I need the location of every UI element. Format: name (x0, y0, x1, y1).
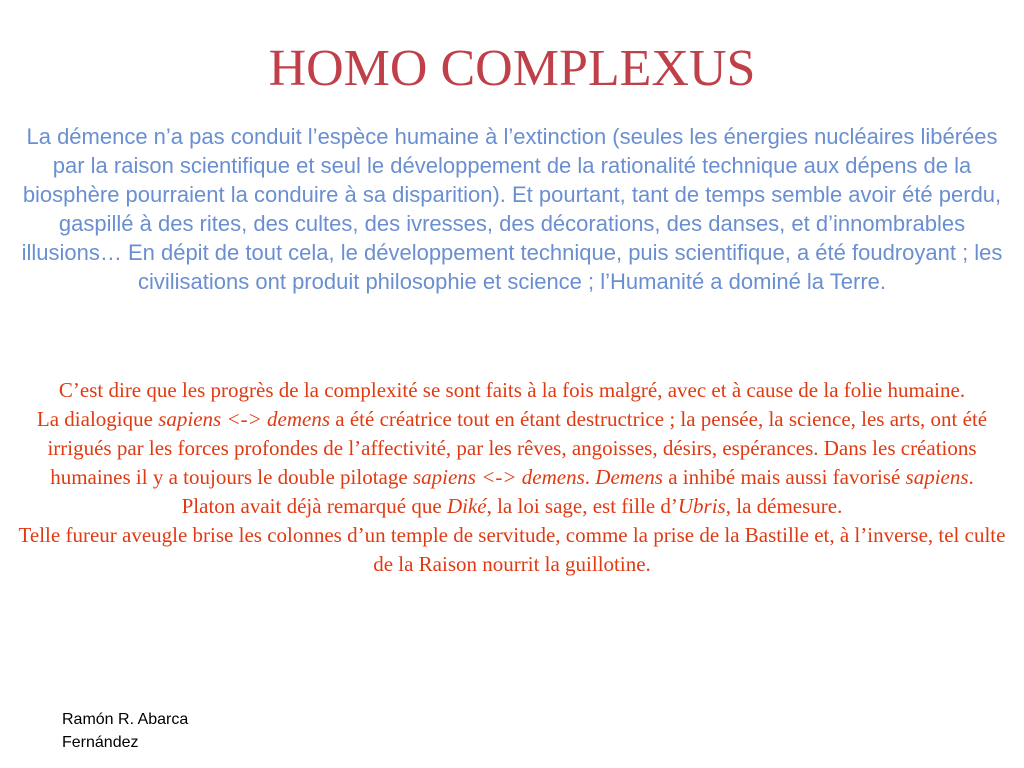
p2-italic-sapiens: sapiens (905, 465, 969, 489)
red-text-block (14, 376, 1010, 579)
p3-text-a: Platon avait déjà remarqué que (181, 494, 447, 518)
red-paragraph-4: Telle fureur aveugle brise les colonnes d’un temple de servitude, comme la prise de la Bastille et, à l’inverse, tel culte de la Raison nourrit la guillotine. (18, 523, 1006, 576)
author-line-2: Fernández (62, 734, 139, 751)
author-credit (62, 708, 188, 754)
red-paragraph-1: C’est dire que les progrès de la complexité se sont faits à la fois malgré, avec et à cause de la folie humaine. (58, 378, 966, 402)
p2-text-a: La dialogique (36, 407, 159, 431)
p2-text-e: . (584, 465, 596, 489)
p2-text-c: a été créatrice tout en étant destructrice ; la pensée, la science, les arts, ont été irrigués par les forces profondes de l’affectivité, par les rêves, angoisses, désirs, espérances. Dans les créations humaines il y a toujours le double pilotage (47, 407, 988, 489)
blue-paragraph: La démence n’a pas conduit l’espèce humaine à l’extinction (seules les énergies nucléaires libérées par la raison scientifique et seul le développement de la rationalité technique aux dépens de la biosphère pourraient la conduire à sa disparition). Et pourtant, tant de temps semble avoir été perdu, gaspillé à des rites, des cultes, des ivresses, des décorations, des danses, et d’innombrables illusions… En dépit de tout cela, le développement technique, puis scientifique, a été foudroyant ; les civilisations ont produit philosophie et science ; l’Humanité a dominé la Terre. (21, 124, 1003, 294)
p2-italic-demens: Demens (595, 465, 663, 489)
p2-italic-sapiens-demens-1: sapiens <-> demens (158, 407, 331, 431)
author-line-1: Ramón R. Abarca (62, 711, 189, 728)
red-paragraph-2 (14, 405, 1010, 492)
red-paragraph-3 (14, 492, 1010, 521)
p2-text-i: . (968, 465, 974, 489)
p3-text-e: , la démesure. (725, 494, 843, 518)
p3-text-c: , la loi sage, est fille d’ (486, 494, 678, 518)
p3-italic-ubris: Ubris (677, 494, 726, 518)
slide-title: HOMO COMPLEXUS (268, 40, 756, 97)
p2-italic-sapiens-demens-2: sapiens <-> demens (412, 465, 585, 489)
p2-text-g: a inhibé mais aussi favorisé (662, 465, 906, 489)
p3-italic-dike: Diké (446, 494, 487, 518)
